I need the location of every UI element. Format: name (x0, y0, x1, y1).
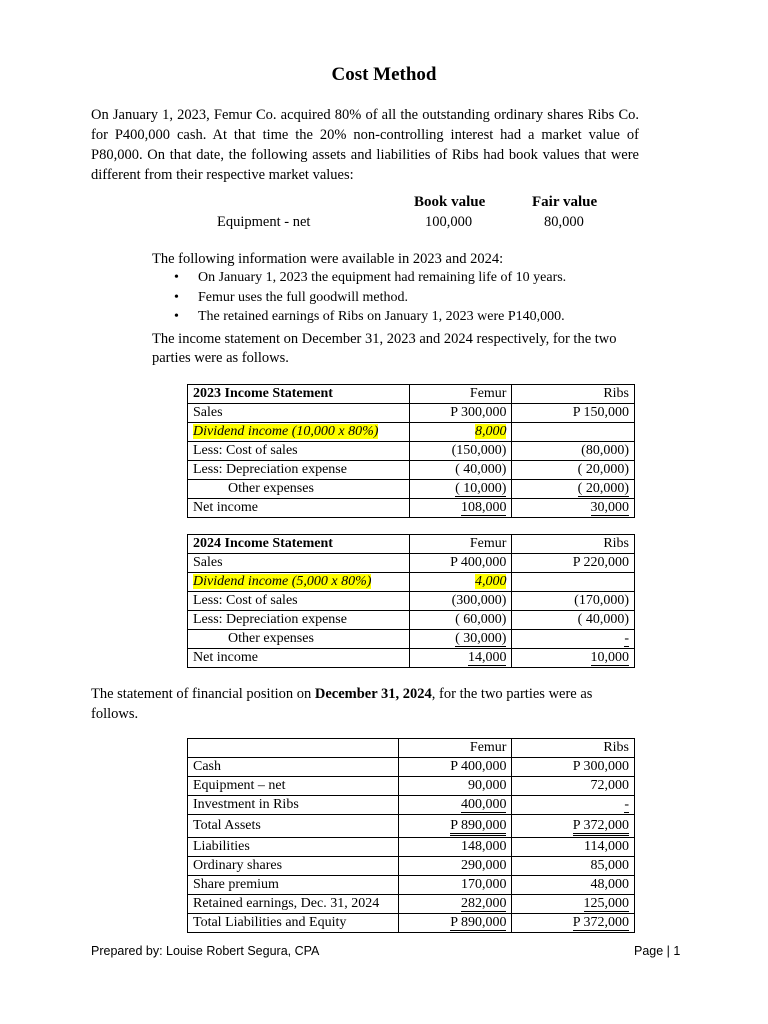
book-value-header: Book value (414, 194, 486, 210)
footer-prepared-by: Prepared by: Louise Robert Segura, CPA (91, 944, 320, 958)
table-row: Less: Depreciation expense ( 40,000) ( 20,000) (188, 461, 635, 480)
table-row: Total Assets P 890,000 P 372,000 (188, 815, 635, 838)
bullet-item: • Femur uses the full goodwill method. (152, 288, 566, 308)
equipment-fair-value: 80,000 (544, 214, 584, 230)
col-header-femur: Femur (409, 535, 512, 554)
table-row: Less: Cost of sales (300,000) (170,000) (188, 592, 635, 611)
equipment-book-value: 100,000 (425, 214, 473, 230)
page-title: Cost Method (331, 64, 437, 85)
table-row: Sales P 300,000 P 150,000 (188, 404, 635, 423)
table-row: Retained earnings, Dec. 31, 2024 282,000 125,000 (188, 895, 635, 914)
table-row: Equipment – net 90,000 72,000 (188, 777, 635, 796)
table-row: Cash P 400,000 P 300,000 (188, 758, 635, 777)
income-statement-2024 (187, 534, 635, 668)
bullet-icon: • (174, 289, 179, 305)
highlighted-value: 4,000 (474, 574, 507, 589)
table-title: 2024 Income Statement (188, 535, 410, 554)
financial-position-intro: The statement of financial position on December 31, 2024, for the two parties were as follows. (91, 686, 593, 722)
highlighted-label: Dividend income (5,000 x 80%) (193, 574, 372, 589)
fair-value-header: Fair value (532, 194, 598, 210)
table-row: Liabilities 148,000 114,000 (188, 838, 635, 857)
table-row: Ordinary shares 290,000 85,000 (188, 857, 635, 876)
bullet-item: • The retained earnings of Ribs on January 1, 2023 were P140,000. (152, 307, 566, 327)
info-bullet-list (152, 268, 566, 327)
table-row (188, 573, 635, 592)
table-header-row (188, 535, 635, 554)
income-statement-2023 (187, 384, 635, 518)
highlighted-value: 8,000 (474, 424, 507, 439)
table-row: Share premium 170,000 48,000 (188, 876, 635, 895)
table-row: Less: Cost of sales (150,000) (80,000) (188, 442, 635, 461)
table-header-row (188, 739, 635, 758)
table-title: 2023 Income Statement (188, 385, 410, 404)
col-header-ribs: Ribs (512, 739, 635, 758)
table-row: Net income 108,000 30,000 (188, 499, 635, 518)
equipment-label: Equipment - net (217, 214, 311, 230)
income-statement-intro: The income statement on December 31, 2023 and 2024 respectively, for the two parties were as follows. (152, 331, 617, 366)
col-header-femur: Femur (398, 739, 512, 758)
col-header-ribs: Ribs (512, 535, 635, 554)
table-row: Total Liabilities and Equity P 890,000 P 372,000 (188, 914, 635, 933)
col-header-ribs: Ribs (512, 385, 635, 404)
highlighted-label: Dividend income (10,000 x 80%) (193, 424, 379, 439)
table-row (188, 423, 635, 442)
table-row: Less: Depreciation expense ( 60,000) ( 40,000) (188, 611, 635, 630)
bullet-icon: • (174, 309, 179, 324)
financial-position-table (187, 738, 635, 933)
col-header-femur: Femur (409, 385, 512, 404)
bullet-icon: • (174, 270, 179, 285)
table-header-row (188, 385, 635, 404)
info-text: The following information were available in 2023 and 2024: (152, 251, 504, 267)
bullet-item: • On January 1, 2023 the equipment had remaining life of 10 years. (152, 268, 566, 288)
footer-page-number: Page | 1 (634, 944, 681, 958)
table-row: Investment in Ribs 400,000 - (188, 796, 635, 815)
table-row: Sales P 400,000 P 220,000 (188, 554, 635, 573)
table-row: Other expenses ( 30,000) - (188, 630, 635, 649)
table-row: Other expenses ( 10,000) ( 20,000) (188, 480, 635, 499)
table-row: Net income 14,000 10,000 (188, 649, 635, 668)
intro-paragraph: On January 1, 2023, Femur Co. acquired 80% of all the outstanding ordinary shares Ribs Co. for P400,000 cash. At that time the 20% non-controlling interest had a market value of P80,000. On that date, the following assets and liabilities of Ribs had book values that were different from their respective market values: (91, 107, 639, 183)
